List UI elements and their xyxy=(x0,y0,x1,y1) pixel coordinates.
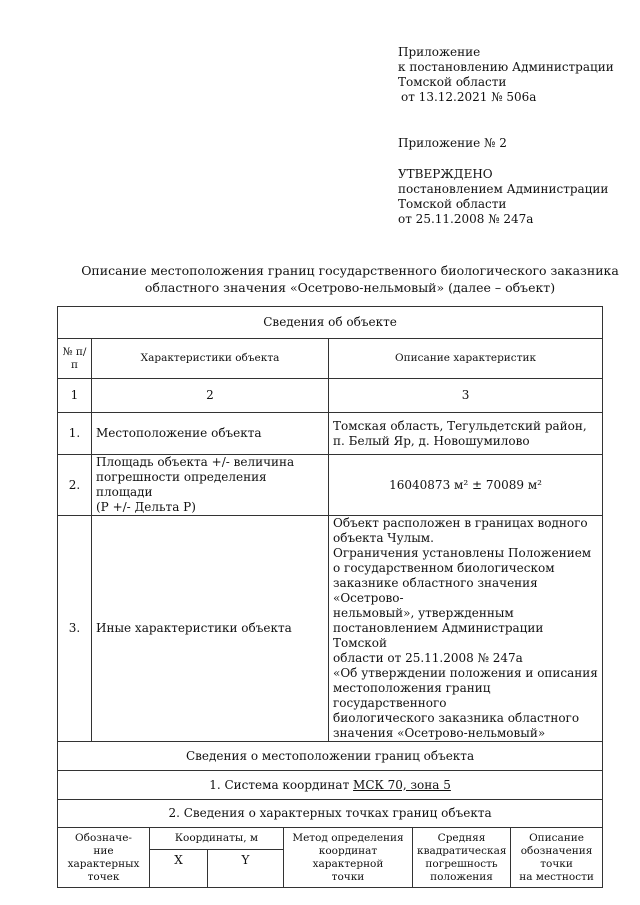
document-title xyxy=(60,262,640,296)
col-header-y: Y xyxy=(208,850,284,888)
col-header-accuracy: Средняя квадратическая погрешность положения xyxy=(413,828,511,888)
col-index-3: 3 xyxy=(329,379,603,413)
row-number: 1. xyxy=(58,413,92,455)
attachment-resolution: к постановлению Администрации xyxy=(398,60,614,74)
title-line-2: областного значения «Осетрово-нельмовый» (далее – объект) xyxy=(144,280,556,295)
object-table xyxy=(57,306,603,888)
col-header-num: № п/п xyxy=(58,339,92,379)
row-number: 3. xyxy=(58,516,92,742)
col-header-x: X xyxy=(150,850,208,888)
approved-date: от 25.11.2008 № 247а xyxy=(398,212,534,226)
coordinate-system-value: МСК 70, зона 5 xyxy=(353,777,451,792)
approved-by: постановлением Администрации xyxy=(398,182,609,196)
points-section-title: 2. Сведения о характерных точках границ объекта xyxy=(58,800,603,828)
title-line-1: Описание местоположения границ государственного биологического заказника xyxy=(81,263,619,278)
row-description: Томская область, Тегульдетский район, п. Белый Яр, д. Новошумилово xyxy=(329,413,603,455)
section-boundary-info: Сведения о местоположении границ объекта xyxy=(58,742,603,771)
row-description: 16040873 м² ± 70089 м² xyxy=(329,455,603,516)
approval-block xyxy=(398,167,608,227)
col-header-method: Метод определения координат характерной точки xyxy=(284,828,413,888)
table-row xyxy=(58,516,603,742)
table-row xyxy=(58,455,603,516)
row-number: 2. xyxy=(58,455,92,516)
row-characteristic: Площадь объекта +/- величина погрешности определения площади (Р +/- Дельта Р) xyxy=(92,455,329,516)
attachment-region: Томской области xyxy=(398,75,507,89)
attachment-date: от 13.12.2021 № 506а xyxy=(401,90,537,104)
row-characteristic: Местоположение объекта xyxy=(92,413,329,455)
col-header-description: Описание характеристик xyxy=(329,339,603,379)
appendix-number: Приложение № 2 xyxy=(398,136,507,150)
coordinate-system xyxy=(58,771,603,800)
approved-region: Томской области xyxy=(398,197,507,211)
row-description: Объект расположен в границах водного объекта Чулым. Ограничения установлены Положением о государственном биологическом заказнике областного значения «Осетрово- нельмовый», утвержденным постановлением Администрации Томской области от 25.11.2008 № 247а «Об утверждении положения и описания местоположения границ государственного биологического заказника областного значения «Осетрово-нельмовый» xyxy=(329,516,603,742)
approved-label: УТВЕРЖДЕНО xyxy=(398,167,493,181)
col-header-designation: Обозначе- ние характерных точек xyxy=(58,828,150,888)
table-row xyxy=(58,413,603,455)
col-index-2: 2 xyxy=(92,379,329,413)
attachment-label: Приложение xyxy=(398,45,481,59)
col-header-coordinates: Координаты, м xyxy=(150,828,284,850)
col-header-point-description: Описание обозначения точки на местности xyxy=(511,828,603,888)
coordinate-system-prefix: 1. Система координат xyxy=(209,777,354,792)
col-header-characteristics: Характеристики объекта xyxy=(92,339,329,379)
col-index-1: 1 xyxy=(58,379,92,413)
row-characteristic: Иные характеристики объекта xyxy=(92,516,329,742)
section-object-info: Сведения об объекте xyxy=(58,307,603,339)
attachment-header xyxy=(398,45,614,105)
